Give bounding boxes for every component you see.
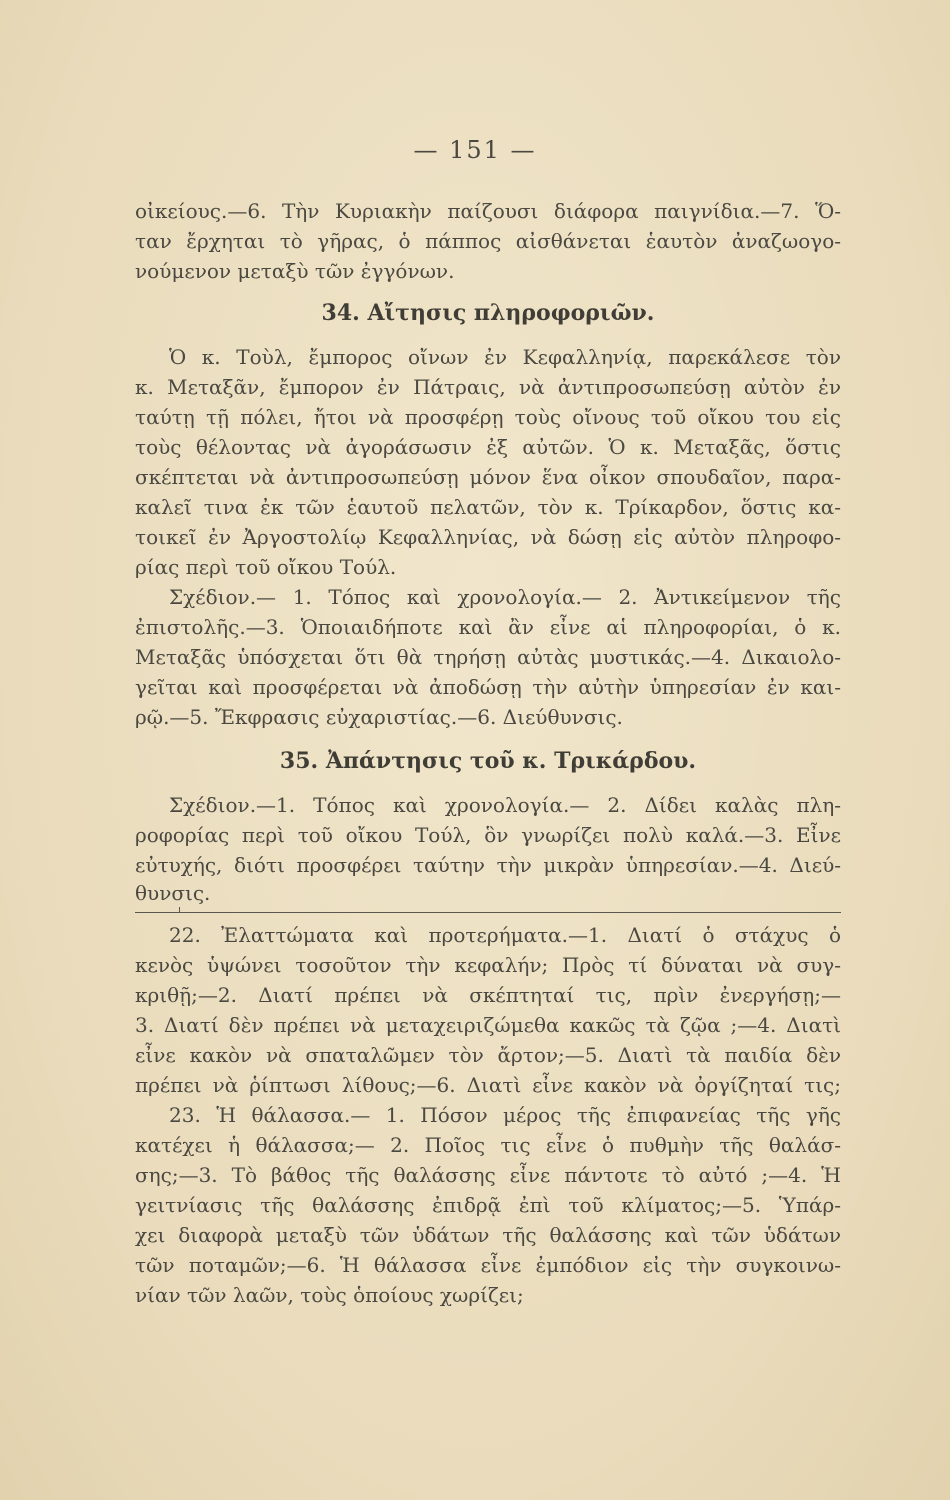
paragraph-line: ρῷ.—5. Ἔκφρασις εὐχαριστίας.—6. Διεύθυνσις. — [135, 705, 623, 729]
paragraph-line: 3. Διατί δὲν πρέπει νὰ μεταχειριζώμεθα κακῶς τὰ ζῷα ;—4. Διατὶ — [135, 1013, 841, 1037]
paragraph-line: ροφορίας περὶ τοῦ οἴκου Τούλ, ὃν γνωρίζει πολὺ καλά.—3. Εἶνε — [135, 823, 841, 847]
paragraph-line: ρίας περὶ τοῦ οἴκου Τούλ. — [135, 555, 397, 579]
paragraph-line: 22. Ἐλαττώματα καὶ προτερήματα.—1. Διατί ὁ στάχυς ὁ — [169, 923, 841, 947]
paragraph-line: Σχέδιον.—1. Τόπος καὶ χρονολογία.— 2. Δίδει καλὰς πλη- — [169, 793, 841, 817]
separator-rule — [135, 912, 841, 913]
paragraph-line: 23. Ἡ θάλασσα.— 1. Πόσον μέρος τῆς ἐπιφανείας τῆς γῆς — [169, 1103, 841, 1127]
paragraph-line: γειτνίασις τῆς θαλάσσης ἐπιδρᾷ ἐπὶ τοῦ κλίματος;—5. Ὑπάρ- — [135, 1193, 841, 1217]
paragraph-line: εἶνε κακὸν νὰ σπαταλῶμεν τὸν ἄρτον;—5. Διατὶ τὰ παιδία δὲν — [135, 1043, 841, 1067]
rule-tick — [179, 907, 180, 913]
page-number: — 151 — — [413, 136, 537, 164]
paragraph-line: ἐπιστολῆς.—3. Ὁποιαιδήποτε καὶ ἂν εἶνε αἱ πληροφορίαι, ὁ κ. — [135, 615, 841, 639]
paragraph-line: ταν ἔρχηται τὸ γῆρας, ὁ πάππος αἰσθάνεται ἑαυτὸν ἀναζωογο- — [135, 229, 841, 253]
paragraph-line: κενὸς ὑψώνει τοσοῦτον τὴν κεφαλήν; Πρὸς τί δύναται νὰ συγ- — [135, 953, 841, 977]
paragraph-line: εὐτυχής, διότι προσφέρει ταύτην τὴν μικρὰν ὑπηρεσίαν.—4. Διεύ- — [135, 853, 841, 877]
paragraph-line: Σχέδιον.— 1. Τόπος καὶ χρονολογία.— 2. Ἀντικείμενον τῆς — [169, 585, 841, 609]
paragraph-line: ταύτῃ τῇ πόλει, ἤτοι νὰ προσφέρῃ τοὺς οἴνους τοῦ οἴκου του εἰς — [135, 405, 841, 429]
paragraph-line: σκέπτεται νὰ ἀντιπροσωπεύσῃ μόνον ἕνα οἶκον σπουδαῖον, παρα- — [135, 465, 841, 489]
paragraph-line: καλεῖ τινα ἐκ τῶν ἑαυτοῦ πελατῶν, τὸν κ. Τρίκαρδον, ὅστις κα- — [135, 495, 841, 519]
paragraph-line: κατέχει ἡ θάλασσα;— 2. Ποῖος τις εἶνε ὁ πυθμὴν τῆς θαλάσ- — [135, 1133, 841, 1157]
section-heading-35: 35. Ἀπάντησις τοῦ κ. Τρικάρδου. — [279, 748, 697, 774]
paragraph-line: σης;—3. Τὸ βάθος τῆς θαλάσσης εἶνε πάντοτε τὸ αὐτό ;—4. Ἡ — [135, 1163, 841, 1187]
paragraph-line: νίαν τῶν λαῶν, τοὺς ὁποίους χωρίζει; — [135, 1283, 524, 1307]
paragraph-line: πρέπει νὰ ῥίπτωσι λίθους;—6. Διατὶ εἶνε κακὸν νὰ ὀργίζηταί τις; — [135, 1073, 841, 1097]
paragraph-line: τοὺς θέλοντας νὰ ἀγοράσωσιν ἐξ αὐτῶν. Ὁ κ. Μεταξᾶς, ὅστις — [135, 435, 841, 459]
paragraph-line: οἰκείους.—6. Τὴν Κυριακὴν παίζουσι διάφορα παιγνίδια.—7. Ὅ- — [135, 199, 841, 223]
paragraph-line: Μεταξᾶς ὑπόσχεται ὅτι θὰ τηρήσῃ αὐτὰς μυστικάς.—4. Δικαιολο- — [135, 645, 841, 669]
paragraph-line: θυνσις. — [135, 881, 211, 905]
paragraph-line: τῶν ποταμῶν;—6. Ἡ θάλασσα εἶνε ἐμπόδιον εἰς τὴν συγκοινω- — [135, 1253, 841, 1277]
paragraph-line: νούμενον μεταξὺ τῶν ἐγγόνων. — [135, 259, 455, 283]
paragraph-line: κριθῇ;—2. Διατί πρέπει νὰ σκέπτηταί τις, πρὶν ἐνεργήσῃ;— — [135, 983, 841, 1007]
section-heading-34: 34. Αἴτησις πληροφοριῶν. — [321, 300, 655, 326]
paragraph-line: τοικεῖ ἐν Ἀργοστολίῳ Κεφαλληνίας, νὰ δώσῃ εἰς αὐτὸν πληροφο- — [135, 525, 841, 549]
paragraph-line: κ. Μεταξᾶν, ἔμπορον ἐν Πάτραις, νὰ ἀντιπροσωπεύσῃ αὐτὸν ἐν — [135, 375, 841, 399]
paragraph-line: χει διαφορὰ μεταξὺ τῶν ὑδάτων τῆς θαλάσσης καὶ τῶν ὑδάτων — [135, 1223, 841, 1247]
paragraph-line: γεῖται καὶ προσφέρεται νὰ ἀποδώσῃ τὴν αὐτὴν ὑπηρεσίαν ἐν και- — [135, 675, 841, 699]
paragraph-line: Ὁ κ. Τοὺλ, ἔμπορος οἴνων ἐν Κεφαλληνίᾳ, παρεκάλεσε τὸν — [169, 345, 841, 369]
